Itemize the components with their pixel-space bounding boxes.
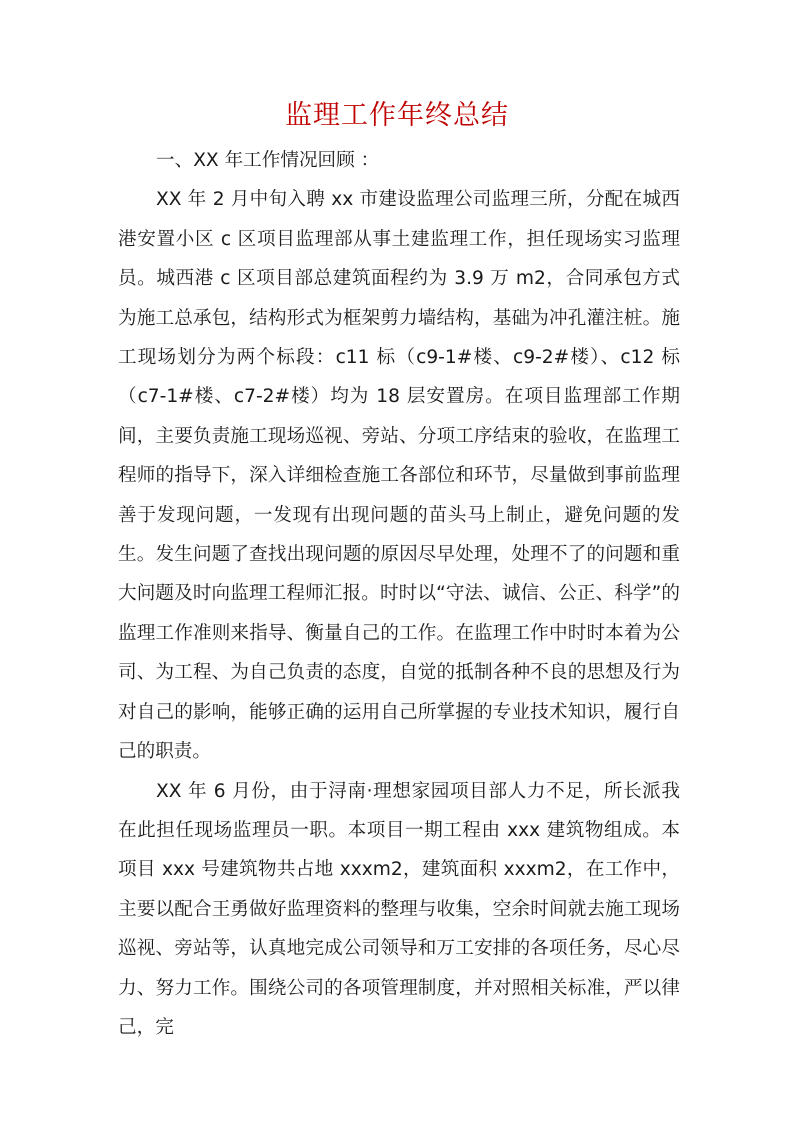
document-title: 监理工作年终总结 bbox=[285, 100, 509, 131]
document-body bbox=[118, 141, 680, 1047]
paragraph-1: XX 年 2 月中旬入聘 xx 市建设监理公司监理三所，分配在城西港安置小区 c 区项目监理部从事土建监理工作，担任现场实习监理员。城西港 c 区项目部总建筑面程约为 3.9 万 m2，合同承包方式为施工总承包，结构形式为框架剪力墙结构，基础为冲孔灌注桩。施工现场划分为两个标段：c11 标（c9-1#楼、c9-2#楼）、c12 标（c7-1#楼、c7-2#楼）均为 18 层安置房。在项目监理部工作期间，主要负责施工现场巡视、旁站、分项工序结束的验收，在监理工程师的指导下，深入详细检查施工各部位和环节，尽量做到事前监理善于发现问题，一发现有出现问题的苗头马上制止，避免问题的发生。发生问题了查找出现问题的原因尽早处理，处理不了的问题和重大问题及时向监理工程师汇报。时时以“守法、诚信、公正、科学”的监理工作准则来指导、衡量自己的工作。在监理工作中时时本着为公司、为工程、为自己负责的态度，自觉的抵制各种不良的思想及行为对自己的影响，能够正确的运用自己所掌握的专业技术知识，履行自己的职责。 bbox=[118, 189, 680, 763]
section-heading: 一、XX 年工作情况回顾 ： bbox=[156, 150, 380, 171]
paragraph-2: XX 年 6 月份，由于浔南·理想家园项目部人力不足，所长派我在此担任现场监理员一职。本项目一期工程由 xxx 建筑物组成。本项目 xxx 号建筑物共占地 xxxm2，建筑面积 xxxm2，在工作中，主要以配合王勇做好监理资料的整理与收集，空余时间就去施工现场巡视、旁站等，认真地完成公司领导和万工安排的各项任务，尽心尽力、努力工作。围绕公司的各项管理制度，并对照相关标准，严以律己，完 bbox=[118, 780, 680, 1038]
